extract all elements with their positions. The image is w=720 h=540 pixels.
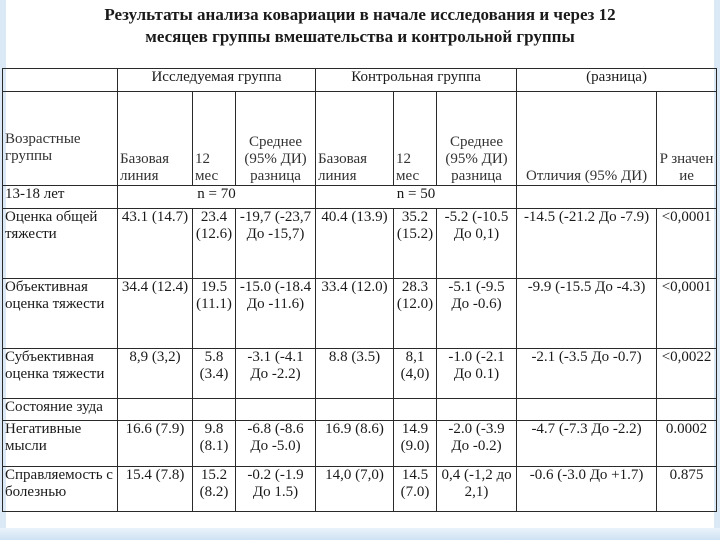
cell-p-value: <0,0001 [657, 209, 717, 279]
subgroup-row [3, 186, 717, 209]
cell-control-baseline [316, 398, 394, 421]
row-label: Субъективная оценка тяжести [3, 349, 118, 398]
cell-control-12m: 14.5 (7.0) [394, 466, 437, 511]
column-header-row [3, 91, 717, 186]
header-empty-cell [3, 69, 118, 92]
header-p-value: P значен ие [657, 91, 717, 186]
header-control-baseline: Базовая линия [316, 91, 394, 186]
subgroup-label: 13-18 лет [3, 186, 118, 209]
table-row [3, 398, 717, 421]
cell-p-value [657, 398, 717, 421]
cell-study-diff: -15.0 (-18.4 До -11.6) [236, 279, 316, 349]
cell-control-diff: -1.0 (-2.1 До 0.1) [437, 349, 517, 398]
cell-p-value: 0.875 [657, 466, 717, 511]
slide-title [40, 4, 680, 48]
row-label: Справляемость с болезнью [3, 466, 118, 511]
cell-control-12m [394, 398, 437, 421]
row-label: Негативные мысли [3, 421, 118, 466]
title-line-2: месяцев группы вмешательства и контрольной группы [145, 27, 575, 46]
cell-control-diff: -5.2 (-10.5 До 0,1) [437, 209, 517, 279]
cell-study-diff: -6.8 (-8.6 До -5.0) [236, 421, 316, 466]
cell-control-baseline: 33.4 (12.0) [316, 279, 394, 349]
header-diff-ci: Отличия (95% ДИ) [517, 91, 657, 186]
row-label: Оценка общей тяжести [3, 209, 118, 279]
row-label: Объективная оценка тяжести [3, 279, 118, 349]
cell-control-diff [437, 398, 517, 421]
header-control-group: Контрольная группа [316, 69, 517, 92]
row-label: Состояние зуда [3, 398, 118, 421]
cell-control-12m: 35.2 (15.2) [394, 209, 437, 279]
cell-study-12m: 15.2 (8.2) [193, 466, 236, 511]
cell-study-baseline: 8,9 (3,2) [118, 349, 193, 398]
cell-difference: -9.9 (-15.5 До -4.3) [517, 279, 657, 349]
header-study-mean-diff: Среднее (95% ДИ) разница [236, 91, 316, 186]
subgroup-empty [517, 186, 717, 209]
title-line-1: Результаты анализа ковариации в начале исследования и через 12 [104, 5, 616, 24]
cell-study-12m: 19.5 (11.1) [193, 279, 236, 349]
header-study-12m: 12 мес [193, 91, 236, 186]
subgroup-n-study: n = 70 [118, 186, 316, 209]
slide-bottom-stripe [0, 528, 720, 540]
group-header-row [3, 69, 717, 92]
table-row [3, 349, 717, 398]
cell-p-value: 0.0002 [657, 421, 717, 466]
cell-p-value: <0,0001 [657, 279, 717, 349]
cell-study-baseline: 43.1 (14.7) [118, 209, 193, 279]
cell-study-diff: -0.2 (-1.9 До 1.5) [236, 466, 316, 511]
cell-difference: -4.7 (-7.3 До -2.2) [517, 421, 657, 466]
cell-study-12m: 5.8 (3.4) [193, 349, 236, 398]
header-study-group: Исследуемая группа [118, 69, 316, 92]
header-control-mean-diff: Среднее (95% ДИ) разница [437, 91, 517, 186]
cell-control-diff: -2.0 (-3.9 До -0.2) [437, 421, 517, 466]
cell-control-baseline: 16.9 (8.6) [316, 421, 394, 466]
cell-difference: -0.6 (-3.0 До +1.7) [517, 466, 657, 511]
table-row [3, 209, 717, 279]
cell-study-diff [236, 398, 316, 421]
cell-control-baseline: 8.8 (3.5) [316, 349, 394, 398]
table-row [3, 279, 717, 349]
cell-control-baseline: 40.4 (13.9) [316, 209, 394, 279]
header-difference: (разница) [517, 69, 717, 92]
cell-control-12m: 8,1 (4,0) [394, 349, 437, 398]
header-study-baseline: Базовая линия [118, 91, 193, 186]
results-table [2, 68, 717, 512]
table-row [3, 466, 717, 511]
cell-study-baseline: 15.4 (7.8) [118, 466, 193, 511]
header-control-12m: 12 мес [394, 91, 437, 186]
cell-study-baseline [118, 398, 193, 421]
table-row [3, 421, 717, 466]
cell-study-12m: 23.4 (12.6) [193, 209, 236, 279]
cell-difference [517, 398, 657, 421]
cell-study-baseline: 34.4 (12.4) [118, 279, 193, 349]
cell-study-12m: 9.8 (8.1) [193, 421, 236, 466]
cell-control-12m: 14.9 (9.0) [394, 421, 437, 466]
cell-control-baseline: 14,0 (7,0) [316, 466, 394, 511]
cell-study-baseline: 16.6 (7.9) [118, 421, 193, 466]
header-age-groups: Возрастные группы [3, 91, 118, 186]
subgroup-n-control: n = 50 [316, 186, 517, 209]
cell-difference: -14.5 (-21.2 До -7.9) [517, 209, 657, 279]
cell-p-value: <0,0022 [657, 349, 717, 398]
cell-control-diff: 0,4 (-1,2 до 2,1) [437, 466, 517, 511]
cell-study-diff: -3.1 (-4.1 До -2.2) [236, 349, 316, 398]
cell-study-diff: -19,7 (-23,7 До -15,7) [236, 209, 316, 279]
cell-study-12m [193, 398, 236, 421]
cell-control-diff: -5.1 (-9.5 До -0.6) [437, 279, 517, 349]
cell-control-12m: 28.3 (12.0) [394, 279, 437, 349]
cell-difference: -2.1 (-3.5 До -0.7) [517, 349, 657, 398]
